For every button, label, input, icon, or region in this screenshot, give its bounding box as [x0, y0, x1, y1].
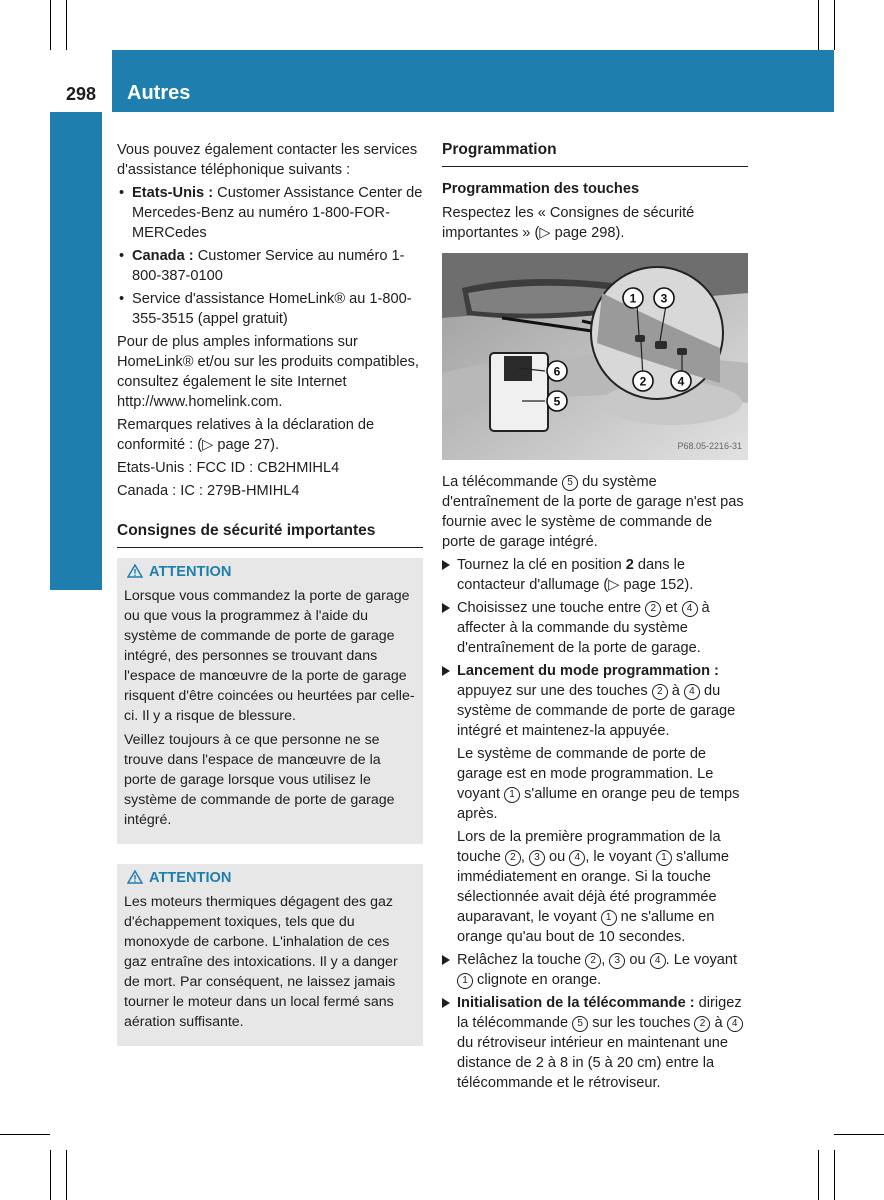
side-tab-label: Rangement et autres: [79, 328, 102, 536]
remote-note: La télécommande 5 du système d'entraînement de la porte de garage n'est pas fournie avec le système de commande de porte de garage intégré.: [442, 474, 744, 550]
warning-text: Les moteurs thermiques dégagent des gaz d'échappement toxiques, tels que du monoxyde de carbone. L'inhalation de ces gaz entraîne des intoxications. Il y a danger de mort. Par conséquent, ne laissez jamais tourner le moteur dans un local fermé sans aération suffisante.: [124, 894, 398, 1030]
circled-number: 4: [727, 1016, 743, 1032]
warning-box: [117, 558, 423, 844]
step-arrow-icon: [442, 955, 450, 965]
instruction-step: Choisissez une touche entre 2 et 4 à affecter à la commande du système d'entraînement de la porte de garage.: [442, 598, 748, 658]
contact-label: Etats-Unis :: [132, 185, 214, 201]
instruction-step: Tournez la clé en position 2 dans le contacteur d'allumage (▷ page 152).: [442, 555, 748, 595]
instruction-step: Relâchez la touche 2 , 3 ou 4 . Le voyant 1 clignote en orange.: [442, 950, 748, 990]
instruction-step: Lancement du mode programmation : appuyez sur une des touches 2 à 4 du système de commande de porte de garage intégré et maintenez-la appuyée.: [442, 661, 748, 741]
more-info-text: Pour de plus amples informations sur HomeLink® et/ou sur les produits compatibles, consultez également le site Internet http://www.homelink.com.: [117, 334, 419, 410]
safety-heading: Consignes de sécurité importantes: [117, 521, 423, 548]
warning-title: ATTENTION: [149, 564, 232, 580]
warning-header: [127, 868, 416, 888]
crop-mark: [50, 1150, 51, 1200]
circled-number: 3: [609, 953, 625, 969]
warning-title: ATTENTION: [149, 870, 232, 886]
crop-mark: [50, 0, 51, 50]
intro-text: Respectez les « Consignes de sécurité importantes » (▷ page 298).: [442, 205, 695, 241]
list-item: • Service d'assistance HomeLink® au 1-800-355-3515 (appel gratuit): [119, 291, 412, 327]
fcc-id: Etats-Unis : FCC ID : CB2HMIHL4: [117, 460, 340, 476]
warning-header: [127, 562, 416, 582]
list-item: • Canada : Customer Service au numéro 1-800-387-0100: [119, 248, 405, 284]
programming-heading: Programmation: [442, 140, 748, 167]
crop-mark: [0, 1134, 50, 1135]
circled-number: 1: [504, 787, 520, 803]
contact-text: Customer Assistance Center de Mercedes-Benz au numéro 1-800-FOR-MERCedes: [132, 185, 423, 241]
crop-mark: [834, 0, 835, 50]
circled-number: 1: [457, 973, 473, 989]
contact-text: Service d'assistance HomeLink® au 1-800-355-3515 (appel gratuit): [132, 291, 412, 327]
left-column: [117, 140, 423, 1046]
list-item: • Etats-Unis : Customer Assistance Center de Mercedes-Benz au numéro 1-800-FOR-MERCedes: [119, 185, 423, 241]
warning-text: Lorsque vous commandez la porte de garage ou que vous la programmez à l'aide du système de commande de porte de garage intégré, des personnes se trouvant dans l'espace de manœuvre de la porte de garage risquent d'être coincées ou heurtées par celle-ci. Il y a risque de blessure.: [124, 588, 415, 724]
circled-number: 1: [656, 850, 672, 866]
step-arrow-icon: [442, 666, 450, 676]
crop-mark: [834, 1150, 835, 1200]
contact-text: Customer Service au numéro 1-800-387-0100: [132, 248, 405, 284]
crop-mark: [818, 1150, 819, 1200]
circled-number: 3: [529, 850, 545, 866]
circled-number: 5: [562, 475, 578, 491]
circled-number: 4: [650, 953, 666, 969]
circled-number: 4: [682, 601, 698, 617]
warning-text: Veillez toujours à ce que personne ne se trouve dans l'espace de manœuvre de la porte de garage lorsque vous utilisez le système de commande de porte de garage intégré.: [124, 732, 395, 828]
circled-number: 4: [569, 850, 585, 866]
warning-triangle-icon: [127, 564, 143, 578]
figure-code: P68.05-2216-31: [677, 441, 742, 451]
crop-mark: [818, 0, 819, 50]
conformity-remark: Remarques relatives à la déclaration de conformité : (▷ page 27).: [117, 417, 375, 453]
step-result: Lors de la première programmation de la touche 2 , 3 ou 4 , le voyant 1 s'allume immédiatement en orange. Si la touche sélectionnée avait déjà été programmée auparavant, le voyant 1 ne s'allume en orange qu'au bout de 10 secondes.: [457, 829, 730, 945]
step-arrow-icon: [442, 560, 450, 570]
mirror-illustration: [442, 253, 748, 460]
crop-mark: [66, 1150, 67, 1200]
circled-number: 2: [585, 953, 601, 969]
callout-3: 3: [660, 291, 668, 306]
circled-number: 2: [652, 684, 668, 700]
step-result: Le système de commande de porte de garage est en mode programmation. Le voyant 1 s'allume en orange peu de temps après.: [457, 746, 740, 822]
callout-2: 2: [639, 374, 647, 389]
circled-number: 5: [572, 1016, 588, 1032]
callout-5: 5: [553, 394, 561, 409]
crop-mark: [834, 1134, 884, 1135]
step-arrow-icon: [442, 998, 450, 1008]
programming-subheading: Programmation des touches: [442, 181, 640, 197]
homelink-figure: [442, 253, 748, 460]
page-title: Autres: [127, 82, 191, 104]
warning-triangle-icon: [127, 870, 143, 884]
right-column: [442, 140, 748, 1096]
circled-number: 1: [601, 910, 617, 926]
contact-label: Canada :: [132, 248, 194, 264]
circled-number: 2: [645, 601, 661, 617]
warning-box: [117, 864, 423, 1046]
circled-number: 2: [505, 850, 521, 866]
ic-id: Canada : IC : 279B-HMIHL4: [117, 483, 300, 499]
callout-1: 1: [629, 291, 637, 306]
instruction-step: Initialisation de la télécommande : dirigez la télécommande 5 sur les touches 2 à 4 du rétroviseur intérieur en maintenant une distance de 2 à 8 in (5 à 20 cm) entre la télécommande et le rétroviseur.: [442, 993, 748, 1093]
page-number: 298: [66, 84, 97, 104]
circled-number: 2: [694, 1016, 710, 1032]
step-arrow-icon: [442, 603, 450, 613]
callout-4: 4: [677, 374, 685, 389]
callout-6: 6: [553, 364, 561, 379]
intro-text: Vous pouvez également contacter les services d'assistance téléphonique suivants :: [117, 142, 418, 178]
crop-mark: [66, 0, 67, 50]
circled-number: 4: [684, 684, 700, 700]
